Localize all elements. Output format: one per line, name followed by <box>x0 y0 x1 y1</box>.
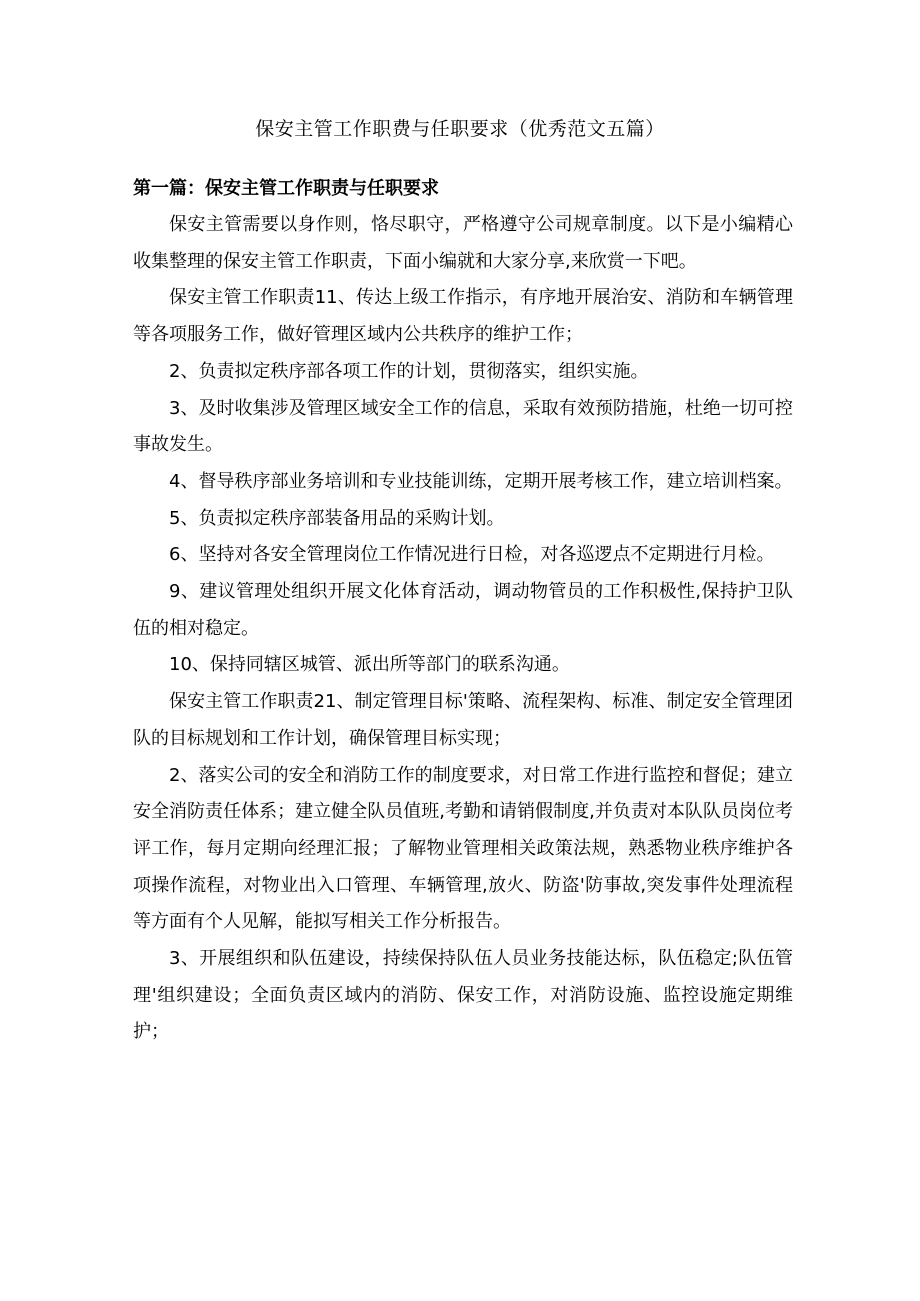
document-body <box>133 207 793 1051</box>
section-heading: 第一篇：保安主管工作职责与任职要求 <box>133 178 439 199</box>
paragraph: 10、保持同辖区城管、派出所等部门的联系沟通。 <box>169 654 570 676</box>
document-title: 保安主管工作职费与任职要求（优秀范文五篇） <box>255 118 665 140</box>
paragraph: 保安主管工作职责21、制定管理目标'策略、流程架构、标准、制定安全管理团队的目标规划和工作计划，确保管理目标实现； <box>133 691 793 749</box>
paragraph: 4、督导秩序部业务培训和专业技能训练，定期开展考核工作，建立培训档案。 <box>169 470 793 492</box>
paragraph: 3、及时收集涉及管理区域安全工作的信息，采取有效预防措施，杜绝一切可控事故发生。 <box>133 397 793 456</box>
paragraph: 3、开展组织和队伍建设，持续保持队伍人员业务技能达标，队伍稳定;队伍管理'组织建设；全面负责区域内的消防、保安工作，对消防设施、监控设施定期维护； <box>133 948 793 1043</box>
paragraph: 保安主管工作职责11、传达上级工作指示，有序地开展治安、消防和车辆管理等各项服务工作，做好管理区域内公共秩序的维护工作； <box>133 287 793 346</box>
paragraph: 6、坚持对各安全管理岗位工作情况进行日检，对各巡逻点不定期进行月检。 <box>169 544 775 566</box>
paragraph: 2、负责拟定秩序部各项工作的计划，贯彻落实，组织实施。 <box>169 360 649 382</box>
paragraph: 5、负责拟定秩序部装备用品的采购计划。 <box>169 507 505 529</box>
paragraph: 9、建议管理处组织开展文化体育活动，调动物管员的工作积极性,保持护卫队伍的相对稳定。 <box>133 581 793 639</box>
paragraph: 2、落实公司的安全和消防工作的制度要求，对日常工作进行监控和督促；建立安全消防责任体系；建立健全队员值班,考勤和请销假制度,并负责对本队队员岗位考评工作，每月定期向经理汇报；了解物业管理相关政策法规，熟悉物业秩序维护各项操作流程，对物业出入口管理、车辆管理,放火、防盗'防事故,突发事件处理流程等方面有个人见解，能拟写相关工作分析报告。 <box>133 764 793 933</box>
paragraph-intro: 保安主管需要以身作则，恪尽职守，严格遵守公司规章制度。以下是小编精心收集整理的保安主管工作职责，下面小编就和大家分享,来欣赏一下吧。 <box>133 214 793 272</box>
